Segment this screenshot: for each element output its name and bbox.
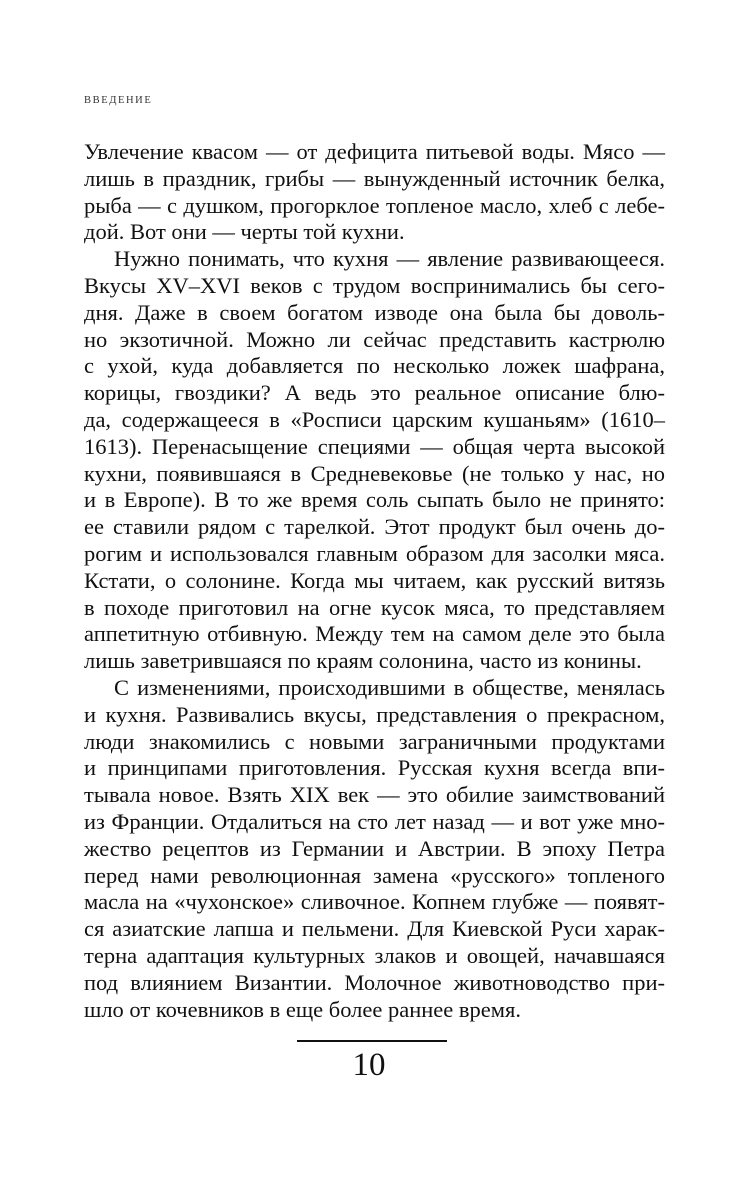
text-line: жество рецептов из Германии и Австрии. В эпоху Петра <box>84 835 665 861</box>
text-line: лишь заветрившаяся по краям солонина, часто из конины. <box>84 648 642 674</box>
running-head: ВВЕДЕНИЕ <box>84 95 153 106</box>
text-line: ся азиатские лапша и пельмени. Для Киевской Руси харак- <box>84 916 665 942</box>
text-line: с ухой, куда добавляется по несколько ложек шафрана, <box>84 353 665 379</box>
body-text <box>84 139 665 1023</box>
text-line: ее ставили рядом с тарелкой. Этот продукт был очень до- <box>84 514 665 540</box>
text-line: масла на «чухонское» сливочное. Копнем глубже — появят- <box>84 889 665 915</box>
text-line: да, содержащееся в «Росписи царским кушаньям» (1610– <box>84 406 665 432</box>
text-line: рыба — с душком, прогорклое топленое масло, хлеб с лебе- <box>84 192 665 218</box>
text-line: люди знакомились с новыми заграничными продуктами <box>84 728 665 754</box>
text-line: рогим и использовался главным образом для засолки мяса. <box>84 540 665 566</box>
text-line: Вкусы XV–XVI веков с трудом воспринимались бы сего- <box>84 272 665 298</box>
page-number: 10 <box>352 1047 386 1083</box>
text-line: и принципами приготовления. Русская кухня всегда впи- <box>84 755 665 781</box>
text-line: корицы, гвоздики? А ведь это реальное описание блю- <box>84 380 665 406</box>
text-line: и в Европе). В то же время соль сыпать было не принято: <box>84 487 665 513</box>
text-line: под влиянием Византии. Молочное животноводство при- <box>84 969 665 995</box>
text-line: из Франции. Отдалиться на сто лет назад — и вот уже мно- <box>84 808 665 834</box>
text-line: но экзотичной. Можно ли сейчас представить кастрюлю <box>84 326 665 352</box>
text-line: дня. Даже в своем богатом изводе она была бы доволь- <box>84 299 665 325</box>
text-line: шло от кочевников в еще более раннее время. <box>84 996 521 1022</box>
text-line: С изменениями, происходившими в обществе, менялась <box>114 674 665 700</box>
page-number-rule <box>297 1040 447 1042</box>
text-line: лишь в праздник, грибы — вынужденный источник белка, <box>84 165 665 191</box>
text-line: дой. Вот они — черты той кухни. <box>84 219 405 245</box>
text-line: аппетитную отбивную. Между тем на самом деле это была <box>84 621 665 647</box>
text-line: тывала новое. Взять XIX век — это обилие заимствований <box>84 782 665 808</box>
text-line: в походе приготовил на огне кусок мяса, то представляем <box>84 594 665 620</box>
text-line: Увлечение квасом — от дефицита питьевой воды. Мясо — <box>84 139 665 164</box>
paragraph <box>84 246 665 675</box>
text-line: Кстати, о солонине. Когда мы читаем, как русский витязь <box>84 567 665 593</box>
text-line: терна адаптация культурных злаков и овощей, начавшаяся <box>84 942 665 968</box>
text-line: и кухня. Развивались вкусы, представления о прекрасном, <box>84 701 665 727</box>
paragraph <box>84 675 665 1023</box>
text-line: 1613). Перенасыщение специями — общая черта высокой <box>84 433 665 459</box>
text-line: перед нами революционная замена «русского» топленого <box>84 862 665 888</box>
paragraph <box>84 139 665 246</box>
text-line: Нужно понимать, что кухня — явление развивающееся. <box>114 246 665 272</box>
text-line: кухни, появившаяся в Средневековье (не только у нас, но <box>84 460 665 486</box>
